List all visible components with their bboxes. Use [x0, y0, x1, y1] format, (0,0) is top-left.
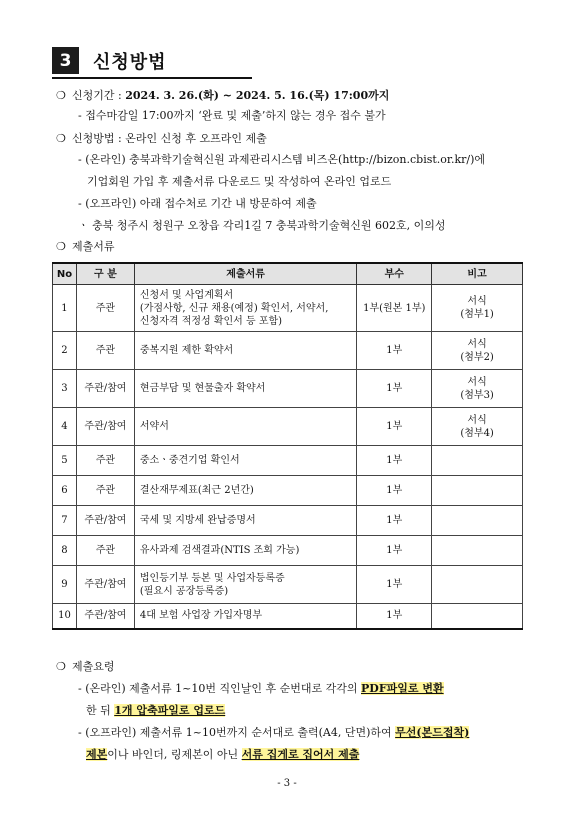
guide-line-3	[78, 726, 469, 740]
cell-no: 3	[53, 370, 77, 408]
cell-no: 8	[53, 536, 77, 566]
cell-type: 주관	[76, 285, 134, 332]
header-no: No	[53, 263, 77, 285]
cell-no: 4	[53, 408, 77, 446]
table-row	[53, 446, 523, 476]
cell-count: 1부	[357, 604, 432, 629]
cell-note	[432, 476, 523, 506]
cell-doc: 4대 보험 사업장 가입자명부	[134, 604, 356, 629]
guide-text: 이나 바인더, 링제본이 아닌	[107, 748, 242, 761]
cell-note	[432, 566, 523, 604]
header-doc: 제출서류	[134, 263, 356, 285]
cell-type: 주관/참여	[76, 408, 134, 446]
cell-no: 2	[53, 332, 77, 370]
cell-no: 6	[53, 476, 77, 506]
guide-text: 한 뒤	[86, 704, 115, 717]
table-header-row	[53, 263, 523, 285]
cell-no: 10	[53, 604, 77, 629]
cell-note	[432, 446, 523, 476]
guide-line-1	[78, 682, 444, 696]
section-heading	[52, 47, 167, 74]
guide-highlight-binding-2: 제본	[86, 748, 108, 761]
period-label: 신청기간 :	[72, 89, 126, 102]
cell-type: 주관/참여	[76, 566, 134, 604]
cell-doc: 유사과제 검색결과(NTIS 조회 가능)	[134, 536, 356, 566]
header-count: 부수	[357, 263, 432, 285]
guide-title-line	[56, 660, 115, 674]
period-note: - 접수마감일 17:00까지 ‘완료 및 제출’하지 않는 경우 접수 불가	[78, 109, 386, 122]
cell-type: 주관	[76, 536, 134, 566]
cell-count: 1부	[357, 446, 432, 476]
cell-note: 서식 (첨부1)	[432, 285, 523, 332]
cell-type: 주관	[76, 476, 134, 506]
table-row	[53, 536, 523, 566]
cell-note	[432, 506, 523, 536]
method-offline: - (오프라인) 아래 접수처로 기간 내 방문하여 제출	[78, 197, 317, 210]
header-type: 구 분	[76, 263, 134, 285]
method-online-1: - (온라인) 충북과학기술혁신원 과제관리시스템 비즈온(http://bizon.cbist.or.kr/)에	[78, 153, 485, 166]
cell-note	[432, 536, 523, 566]
circle-bullet-icon: ❍	[56, 240, 66, 253]
guide-text: - (오프라인) 제출서류 1~10번까지 순서대로 출력(A4, 단면)하여	[78, 726, 396, 739]
cell-doc: 중소ㆍ중견기업 확인서	[134, 446, 356, 476]
section-title: 신청방법	[93, 51, 167, 73]
guide-highlight-clip: 서류 집게로 집어서 제출	[241, 748, 360, 761]
guide-highlight-pdf: PDF파일로 변환	[361, 682, 444, 695]
table-row	[53, 506, 523, 536]
cell-doc: 중복지원 제한 확약서	[134, 332, 356, 370]
docs-title-line	[56, 240, 115, 254]
guide-highlight-zip: 1개 압축파일로 업로드	[114, 704, 226, 717]
cell-count: 1부	[357, 506, 432, 536]
cell-count: 1부	[357, 408, 432, 446]
cell-note: 서식 (첨부3)	[432, 370, 523, 408]
table-row	[53, 285, 523, 332]
circle-bullet-icon: ❍	[56, 132, 66, 145]
circle-bullet-icon: ❍	[56, 89, 66, 102]
cell-no: 5	[53, 446, 77, 476]
cell-no: 7	[53, 506, 77, 536]
cell-doc: 신청서 및 사업계획서 (가점사항, 신규 채용(예정) 확인서, 서약서, 신청자격 적정성 확인서 등 포함)	[134, 285, 356, 332]
method-address: ㆍ 충북 청주시 청원구 오창읍 각리1길 7 충북과학기술혁신원 602호, 이의성	[78, 219, 446, 232]
method-online-2: 기업회원 가입 후 제출서류 다운로드 및 작성하여 온라인 업로드	[87, 175, 392, 188]
table-row	[53, 332, 523, 370]
circle-bullet-icon: ❍	[56, 660, 66, 673]
table-row	[53, 408, 523, 446]
cell-doc: 현금부담 및 현물출자 확약서	[134, 370, 356, 408]
period-value: 2024. 3. 26.(화) ~ 2024. 5. 16.(목) 17:00까지	[125, 89, 390, 102]
cell-note: 서식 (첨부2)	[432, 332, 523, 370]
table-row	[53, 476, 523, 506]
cell-type: 주관/참여	[76, 370, 134, 408]
header-note: 비고	[432, 263, 523, 285]
cell-no: 9	[53, 566, 77, 604]
cell-count: 1부	[357, 370, 432, 408]
cell-doc: 국세 및 지방세 완납증명서	[134, 506, 356, 536]
documents-table	[52, 262, 523, 630]
table-row	[53, 604, 523, 629]
cell-count: 1부	[357, 536, 432, 566]
cell-count: 1부	[357, 476, 432, 506]
docs-title: 제출서류	[72, 240, 115, 253]
method-label: 신청방법 : 온라인 신청 후 오프라인 제출	[72, 132, 267, 145]
guide-title: 제출요령	[72, 660, 115, 673]
guide-line-4	[86, 748, 359, 762]
cell-count: 1부	[357, 566, 432, 604]
cell-doc: 법인등기부 등본 및 사업자등록증 (필요시 공장등록증)	[134, 566, 356, 604]
method-line	[56, 132, 267, 146]
table-row	[53, 566, 523, 604]
cell-doc: 결산재무제표(최근 2년간)	[134, 476, 356, 506]
cell-note	[432, 604, 523, 629]
cell-count: 1부(원본 1부)	[357, 285, 432, 332]
cell-note: 서식 (첨부4)	[432, 408, 523, 446]
cell-type: 주관/참여	[76, 604, 134, 629]
cell-doc: 서약서	[134, 408, 356, 446]
cell-count: 1부	[357, 332, 432, 370]
cell-type: 주관	[76, 332, 134, 370]
guide-highlight-binding: 무선(본드접착)	[395, 726, 470, 739]
cell-no: 1	[53, 285, 77, 332]
section-number: 3	[52, 47, 79, 74]
page-number: - 3 -	[277, 778, 297, 789]
table-row	[53, 370, 523, 408]
cell-type: 주관/참여	[76, 506, 134, 536]
period-line	[56, 89, 389, 103]
cell-type: 주관	[76, 446, 134, 476]
guide-line-2	[86, 704, 225, 718]
guide-text: - (온라인) 제출서류 1~10번 직인날인 후 순번대로 각각의	[78, 682, 362, 695]
section-underline	[52, 77, 252, 79]
